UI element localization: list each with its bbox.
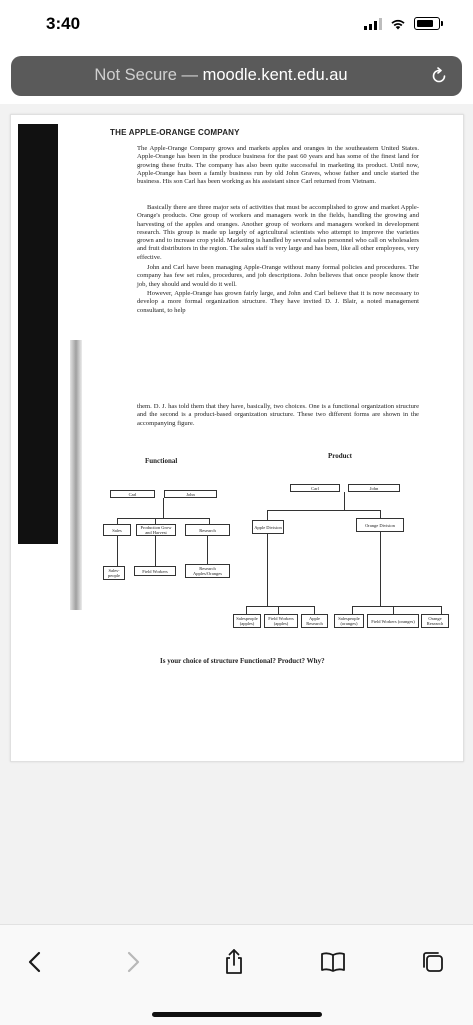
product-chart-heading: Product xyxy=(328,452,352,460)
paragraph-4: However, Apple-Orange has grown fairly large, and John and Carl believe that it is now necessary to develop a more formal organization structure. They have invited D. J. Blair, a noted management consultant, to help xyxy=(137,290,419,314)
functional-top-john: John xyxy=(164,490,217,498)
functional-top-carl: Carl xyxy=(110,490,155,498)
product-unit-apple-research: Apple Research xyxy=(301,614,328,628)
forward-icon xyxy=(123,950,143,974)
battery-icon xyxy=(414,17,440,30)
status-icons xyxy=(364,17,443,30)
paragraph-5: them. D. J. has told them that they have, basically, two choices. One is a functional organization structure and the second is a product-based organization structure. These two different forms are shown in the accompanying figure. xyxy=(137,403,419,427)
discussion-question: Is your choice of structure Functional? Product? Why? xyxy=(160,657,325,665)
reload-icon[interactable] xyxy=(430,67,448,85)
functional-dept-sales: Sales xyxy=(103,524,131,536)
back-button[interactable] xyxy=(20,947,50,977)
functional-chart-heading: Functional xyxy=(145,457,178,465)
back-icon xyxy=(25,950,45,974)
scan-streak xyxy=(70,340,82,610)
scan-edge-shadow xyxy=(18,124,58,544)
status-bar xyxy=(0,0,473,50)
share-button[interactable] xyxy=(219,947,249,977)
book-icon xyxy=(319,950,347,974)
url-display[interactable] xyxy=(11,66,431,85)
product-division-apple: Apple Division xyxy=(252,520,284,534)
functional-dept-production: Production Grow and Harvest xyxy=(136,524,176,536)
product-top-carl: Carl xyxy=(290,484,340,492)
wifi-icon xyxy=(390,18,406,30)
safari-toolbar xyxy=(0,924,473,1025)
bookmarks-button[interactable] xyxy=(318,947,348,977)
paragraph-1: The Apple-Orange Company grows and markets apples and oranges in the southeastern United States. Apple-Orange has been in the produce business for the past 60 years and has some of the finest land for growing these fruits. The company has also been quite successful in marketing its product. Until now, Apple-Orange has been a family business run by old John Graves, whose father and uncle started the business. His son Carl has been working as his assistant since Carl returned from Vietnam. xyxy=(137,145,419,186)
tabs-icon xyxy=(420,949,446,975)
tabs-button[interactable] xyxy=(418,947,448,977)
security-label: Not Secure xyxy=(94,66,177,84)
document-title: THE APPLE-ORANGE COMPANY xyxy=(110,128,240,137)
functional-unit-salespeople: Sales-people xyxy=(103,566,125,580)
address-bar[interactable] xyxy=(11,56,462,96)
functional-unit-research: Research Apples/Oranges xyxy=(185,564,230,578)
clock: 3:40 xyxy=(46,14,81,33)
forward-button[interactable] xyxy=(118,947,148,977)
share-icon xyxy=(222,948,246,976)
url-separator: — xyxy=(176,66,203,84)
paragraph-3: John and Carl have been managing Apple-Orange without many formal policies and procedures. The company has few set rules, procedures, and job descriptions. John believes that once people know their job, they should and would do it well. xyxy=(137,264,419,288)
product-unit-salespeople-oranges: Salespeople (oranges) xyxy=(334,614,364,628)
product-unit-orange-research: Orange Research xyxy=(421,614,449,628)
cellular-signal-icon xyxy=(364,18,382,30)
product-unit-salespeople-apples: Salespeople (apples) xyxy=(233,614,261,628)
home-indicator[interactable] xyxy=(152,1012,322,1017)
functional-dept-research: Research xyxy=(185,524,230,536)
url-domain: moodle.kent.edu.au xyxy=(202,66,348,84)
functional-unit-field-workers: Field Workers xyxy=(134,566,176,576)
product-unit-field-workers-oranges: Field Workers (oranges) xyxy=(367,614,419,628)
product-division-orange: Orange Division xyxy=(356,518,404,532)
product-unit-field-workers-apples: Field Workers (apples) xyxy=(264,614,298,628)
product-top-john: John xyxy=(348,484,400,492)
paragraph-2: Basically there are three major sets of activities that must be accomplished to grow and market Apple-Orange's products. One group of workers and managers work in the fields, handling the growing and harvesting of the apples and oranges. Another group of workers and managers worked in development research. This group is made up largely of agricultural scientists who attempt to improve the varieties grown and to increase crop yield. Marketing is handled by several sales personnel who call on wholesalers and fruit distributors in the region. The sales staff is very large and has been, like all other employees, very effective. xyxy=(137,204,419,261)
